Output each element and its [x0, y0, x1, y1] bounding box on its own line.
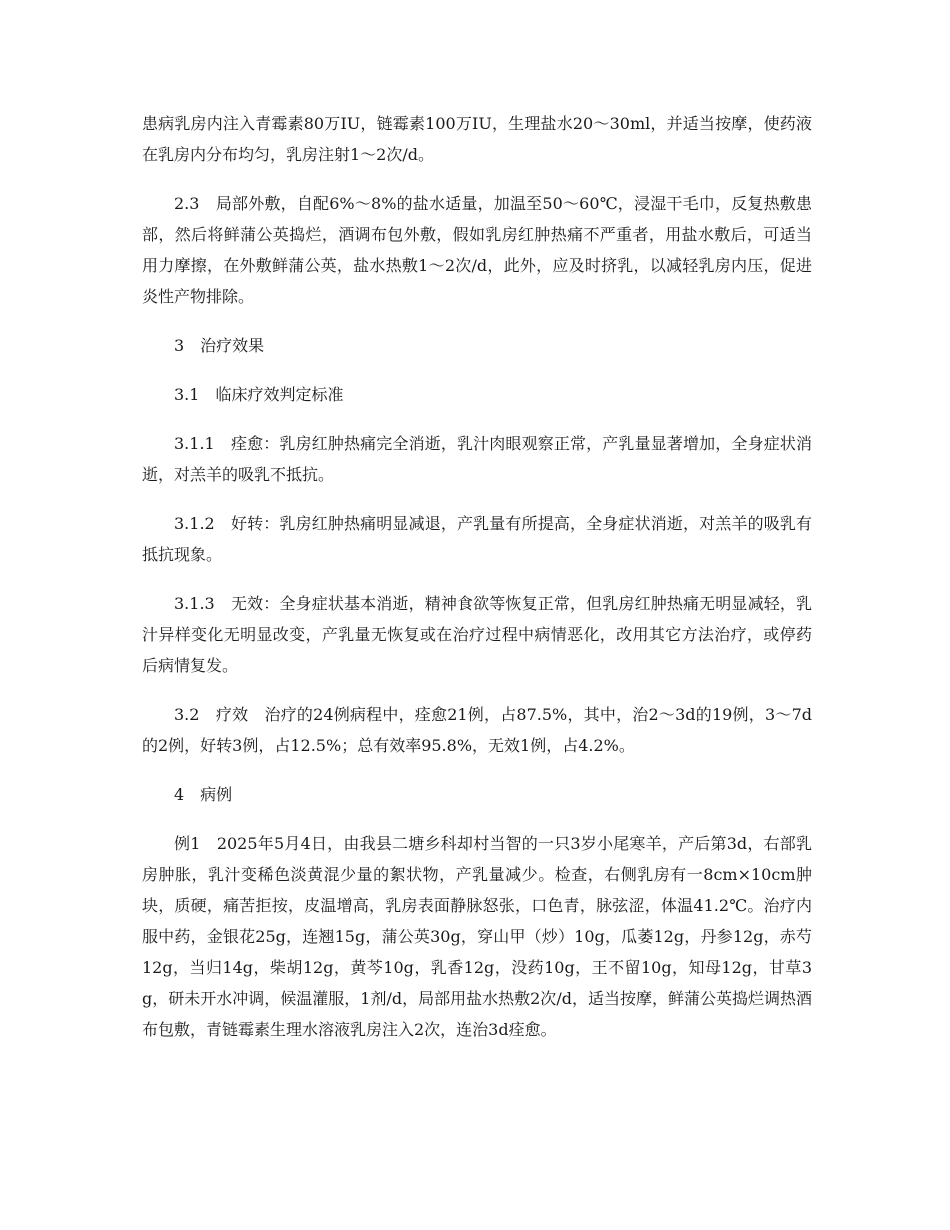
paragraph-injection-continued: 患病乳房内注入青霉素80万IU，链霉素100万IU，生理盐水20～30ml，并适当按摩，使药液在乳房内分布均匀，乳房注射1～2次/d。 [142, 114, 812, 164]
paragraph-3-1-2-improved: 3.1.2 好转：乳房红肿热痛明显减退，产乳量有所提高，全身症状消逝，对羔羊的吸乳有抵抗现象。 [142, 514, 812, 564]
paragraph-2-3-external-application: 2.3 局部外敷，自配6%～8%的盐水适量，加温至50～60℃，浸湿干毛巾，反复热敷患部，然后将鲜蒲公英捣烂，酒调布包外敷，假如乳房红肿热痛不严重者，用盐水敷后，可适当用力摩擦，在外敷鲜蒲公英，盐水热敷1～2次/d，此外，应及时挤乳，以减轻乳房内压，促进炎性产物排除。 [142, 194, 812, 306]
document-page [142, 108, 812, 1063]
heading-4-case: 4 病例 [174, 785, 233, 804]
heading-3-treatment-effect: 3 治疗效果 [174, 336, 265, 355]
paragraph-3-1-3-ineffective: 3.1.3 无效：全身症状基本消逝，精神食欲等恢复正常，但乳房红肿热痛无明显减轻，乳汁异样变化无明显改变，产乳量无恢复或在治疗过程中病情恶化，改用其它方法治疗，或停药后病情复发。 [142, 594, 812, 675]
paragraph-case-1: 例1 2025年5月4日，由我县二塘乡科却村当智的一只3岁小尾寒羊，产后第3d，右部乳房肿胀，乳汁变稀色淡黄混少量的絮状物，产乳量减少。检查，右侧乳房有一8cm×10cm肿块，质硬，痛苦拒按，皮温增高，乳房表面静脉怒张，口色青，脉弦涩，体温41.2℃。治疗内服中药，金银花25g，连翘15g，蒲公英30g，穿山甲（炒）10g，瓜萎12g，丹参12g，赤芍12g，当归14g，柴胡12g，黄芩10g，乳香12g，没药10g，王不留10g，知母12g，甘草3g，研未开水冲调，候温灌服，1剂/d，局部用盐水热敷2次/d，适当按摩，鲜蒲公英捣烂调热酒布包敷，青链霉素生理水溶液乳房注入2次，连治3d痊愈。 [142, 834, 812, 1039]
paragraph-3-1-1-cured: 3.1.1 痊愈：乳房红肿热痛完全消逝，乳汁肉眼观察正常，产乳量显著增加，全身症状消逝，对羔羊的吸乳不抵抗。 [142, 434, 812, 484]
heading-3-1-criteria: 3.1 临床疗效判定标准 [174, 385, 344, 404]
paragraph-3-2-efficacy: 3.2 疗效 治疗的24例病程中，痊愈21例，占87.5%，其中，治2～3d的19例，3～7d的2例，好转3例，占12.5%；总有效率95.8%，无效1例，占4.2%。 [142, 705, 812, 755]
